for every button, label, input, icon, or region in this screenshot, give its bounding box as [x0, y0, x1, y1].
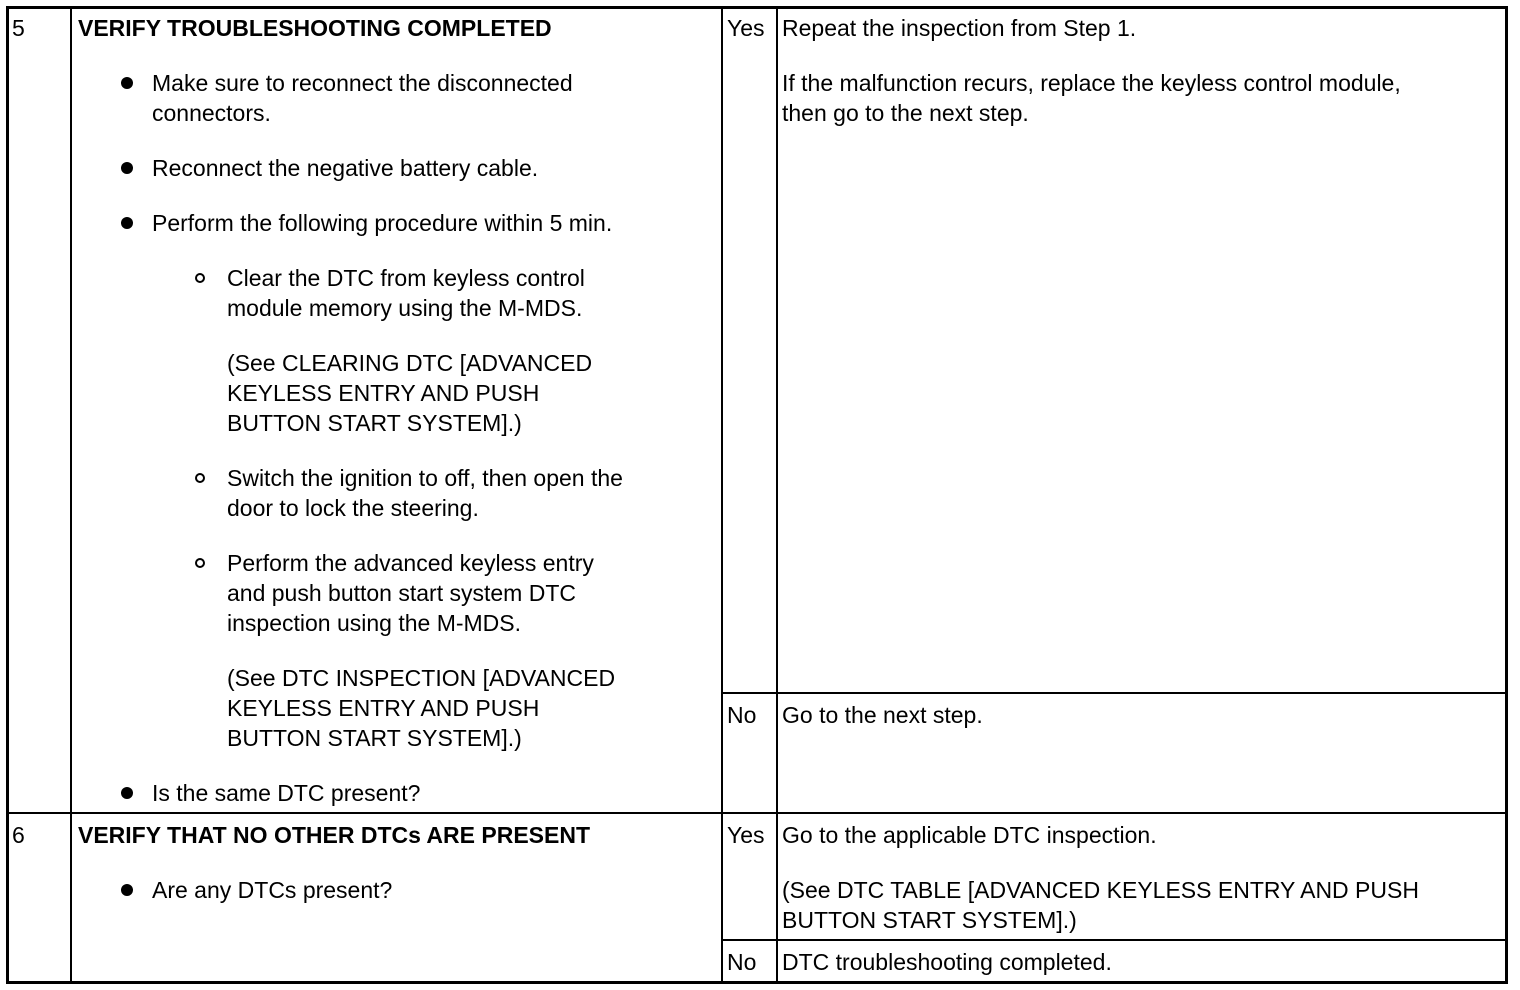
reference-link[interactable]: BUTTON START SYSTEM].): [782, 907, 1077, 933]
reference-link[interactable]: BUTTON START SYSTEM].): [227, 725, 522, 751]
reference-link[interactable]: KEYLESS ENTRY AND PUSH: [227, 695, 540, 721]
bullet-text: Make sure to reconnect the disconnected: [152, 70, 573, 96]
answer-yes-label: Yes: [727, 822, 765, 848]
answer-yes-action: Repeat the inspection from Step 1.: [782, 15, 1137, 41]
sub-bullet-icon: [195, 473, 205, 483]
reference-link[interactable]: KEYLESS ENTRY AND PUSH: [227, 380, 540, 406]
bullet-icon: [121, 77, 133, 89]
divider-step6-yes-no: [722, 939, 1507, 941]
divider-step5-yes-no: [722, 692, 1507, 694]
step-title: VERIFY THAT NO OTHER DTCs ARE PRESENT: [78, 822, 591, 848]
sub-bullet-text: Switch the ignition to off, then open the: [227, 465, 623, 491]
sub-bullet-text: Perform the advanced keyless entry: [227, 550, 594, 576]
divider-col-number: [70, 7, 72, 983]
divider-col-answer: [776, 7, 778, 983]
reference-link[interactable]: (See DTC TABLE [ADVANCED KEYLESS ENTRY AND PUSH: [782, 877, 1419, 903]
sub-bullet-text: and push button start system DTC: [227, 580, 576, 606]
sub-bullet-text: door to lock the steering.: [227, 495, 479, 521]
sub-bullet-text: module memory using the M-MDS.: [227, 295, 583, 321]
answer-yes-label: Yes: [727, 15, 765, 41]
bullet-text: Reconnect the negative battery cable.: [152, 155, 539, 181]
sub-bullet-icon: [195, 558, 205, 568]
answer-yes-action: If the malfunction recurs, replace the keyless control module,: [782, 70, 1401, 96]
bullet-text: Perform the following procedure within 5 min.: [152, 210, 613, 236]
bullet-text: Are any DTCs present?: [152, 877, 393, 903]
answer-yes-action: then go to the next step.: [782, 100, 1029, 126]
bullet-icon: [121, 162, 133, 174]
answer-no-action: Go to the next step.: [782, 702, 983, 728]
answer-no-action: DTC troubleshooting completed.: [782, 949, 1112, 975]
answer-yes-action: Go to the applicable DTC inspection.: [782, 822, 1157, 848]
bullet-icon: [121, 217, 133, 229]
bullet-icon: [121, 884, 133, 896]
sub-bullet-icon: [195, 273, 205, 283]
sub-bullet-text: inspection using the M-MDS.: [227, 610, 522, 636]
divider-row-step5-6: [7, 812, 1507, 814]
answer-no-label: No: [727, 949, 757, 975]
step-number: 6: [12, 822, 25, 848]
reference-link[interactable]: (See CLEARING DTC [ADVANCED: [227, 350, 593, 376]
reference-link[interactable]: (See DTC INSPECTION [ADVANCED: [227, 665, 616, 691]
reference-link[interactable]: BUTTON START SYSTEM].): [227, 410, 522, 436]
step-number: 5: [12, 15, 25, 41]
sub-bullet-text: Clear the DTC from keyless control: [227, 265, 585, 291]
divider-col-question: [721, 7, 723, 983]
bullet-text: Is the same DTC present?: [152, 780, 421, 806]
answer-no-label: No: [727, 702, 757, 728]
step-title: VERIFY TROUBLESHOOTING COMPLETED: [78, 15, 552, 41]
bullet-text: connectors.: [152, 100, 271, 126]
bullet-icon: [121, 787, 133, 799]
